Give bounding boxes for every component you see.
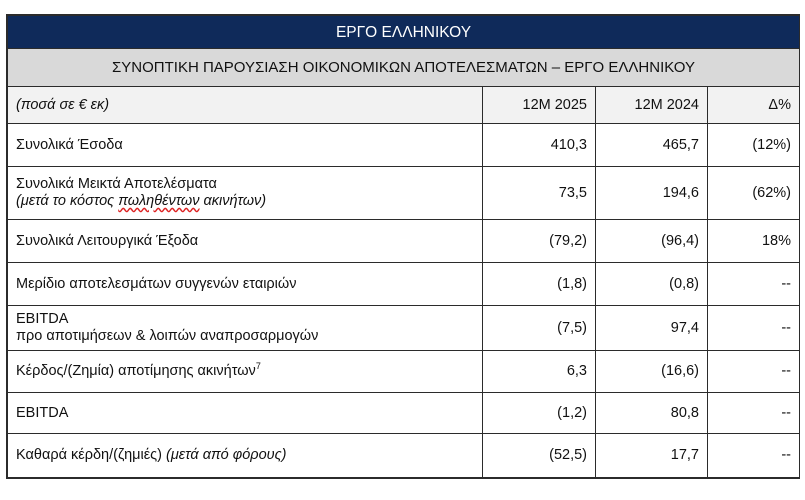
table-subtitle-row [8, 49, 800, 87]
row-label: Συνολικά Λειτουργικά Έξοδα [8, 220, 483, 263]
value-2024: (0,8) [596, 263, 708, 306]
table-row [8, 167, 800, 220]
row-label: Συνολικά Μεικτά Αποτελέσματα [16, 176, 217, 192]
table-row [8, 220, 800, 263]
value-2025: (7,5) [483, 306, 596, 351]
value-2024: 17,7 [596, 434, 708, 478]
row-label-note-b: ακινήτων) [199, 193, 267, 209]
value-2025: (1,2) [483, 393, 596, 434]
value-2024: 80,8 [596, 393, 708, 434]
row-label-line2: προ αποτιμήσεων & λοιπών αναπροσαρμογών [16, 328, 319, 344]
row-label-cell [8, 306, 483, 351]
table-subtitle: ΣΥΝΟΠΤΙΚΗ ΠΑΡΟΥΣΙΑΣΗ ΟΙΚΟΝΟΜΙΚΩΝ ΑΠΟΤΕΛΕΣΜΑΤΩΝ – ΕΡΓΟ ΕΛΛΗΝΙΚΟΥ [8, 49, 800, 87]
row-label: EBITDA [8, 393, 483, 434]
table-row [8, 434, 800, 478]
value-2025: (52,5) [483, 434, 596, 478]
row-label: Κέρδος/(Ζημία) αποτίμησης ακινήτων [16, 363, 256, 379]
row-label-note [16, 193, 474, 210]
table-title: ΕΡΓΟ ΕΛΛΗΝΙΚΟΥ [8, 16, 800, 49]
table-title-row [8, 16, 800, 49]
value-2025: 73,5 [483, 167, 596, 220]
value-2025: (79,2) [483, 220, 596, 263]
value-delta: -- [708, 351, 800, 393]
value-delta: (62%) [708, 167, 800, 220]
value-delta: -- [708, 263, 800, 306]
value-2024: 194,6 [596, 167, 708, 220]
financial-summary-table [7, 15, 800, 478]
value-delta: -- [708, 434, 800, 478]
value-2025: (1,8) [483, 263, 596, 306]
header-12m-2024: 12M 2024 [596, 87, 708, 124]
table-row [8, 124, 800, 167]
value-delta: (12%) [708, 124, 800, 167]
row-label-note-a: (μετά το κόστος [16, 193, 119, 209]
value-2024: 97,4 [596, 306, 708, 351]
table-row [8, 306, 800, 351]
row-label-cell [8, 167, 483, 220]
value-delta: -- [708, 393, 800, 434]
header-12m-2025: 12M 2025 [483, 87, 596, 124]
row-label: Μερίδιο αποτελεσμάτων συγγενών εταιριών [8, 263, 483, 306]
row-label: Καθαρά κέρδη/(ζημιές) [16, 447, 167, 463]
row-label: Συνολικά Έσοδα [8, 124, 483, 167]
table-header-row [8, 87, 800, 124]
value-2024: (16,6) [596, 351, 708, 393]
row-label: EBITDA [16, 311, 69, 327]
value-2024: (96,4) [596, 220, 708, 263]
value-2025: 6,3 [483, 351, 596, 393]
row-label-cell [8, 351, 483, 393]
row-label-note: (μετά από φόρους) [166, 447, 287, 463]
financial-table-frame [6, 14, 800, 479]
header-units: (ποσά σε € εκ) [8, 87, 483, 124]
table-row [8, 263, 800, 306]
value-2024: 465,7 [596, 124, 708, 167]
header-delta: Δ% [708, 87, 800, 124]
row-label-note-wavy: πωληθέντων [118, 193, 200, 209]
value-delta: -- [708, 306, 800, 351]
table-row [8, 351, 800, 393]
value-2025: 410,3 [483, 124, 596, 167]
value-delta: 18% [708, 220, 800, 263]
table-row [8, 393, 800, 434]
row-label-cell [8, 434, 483, 478]
footnote-marker: 7 [255, 361, 261, 371]
